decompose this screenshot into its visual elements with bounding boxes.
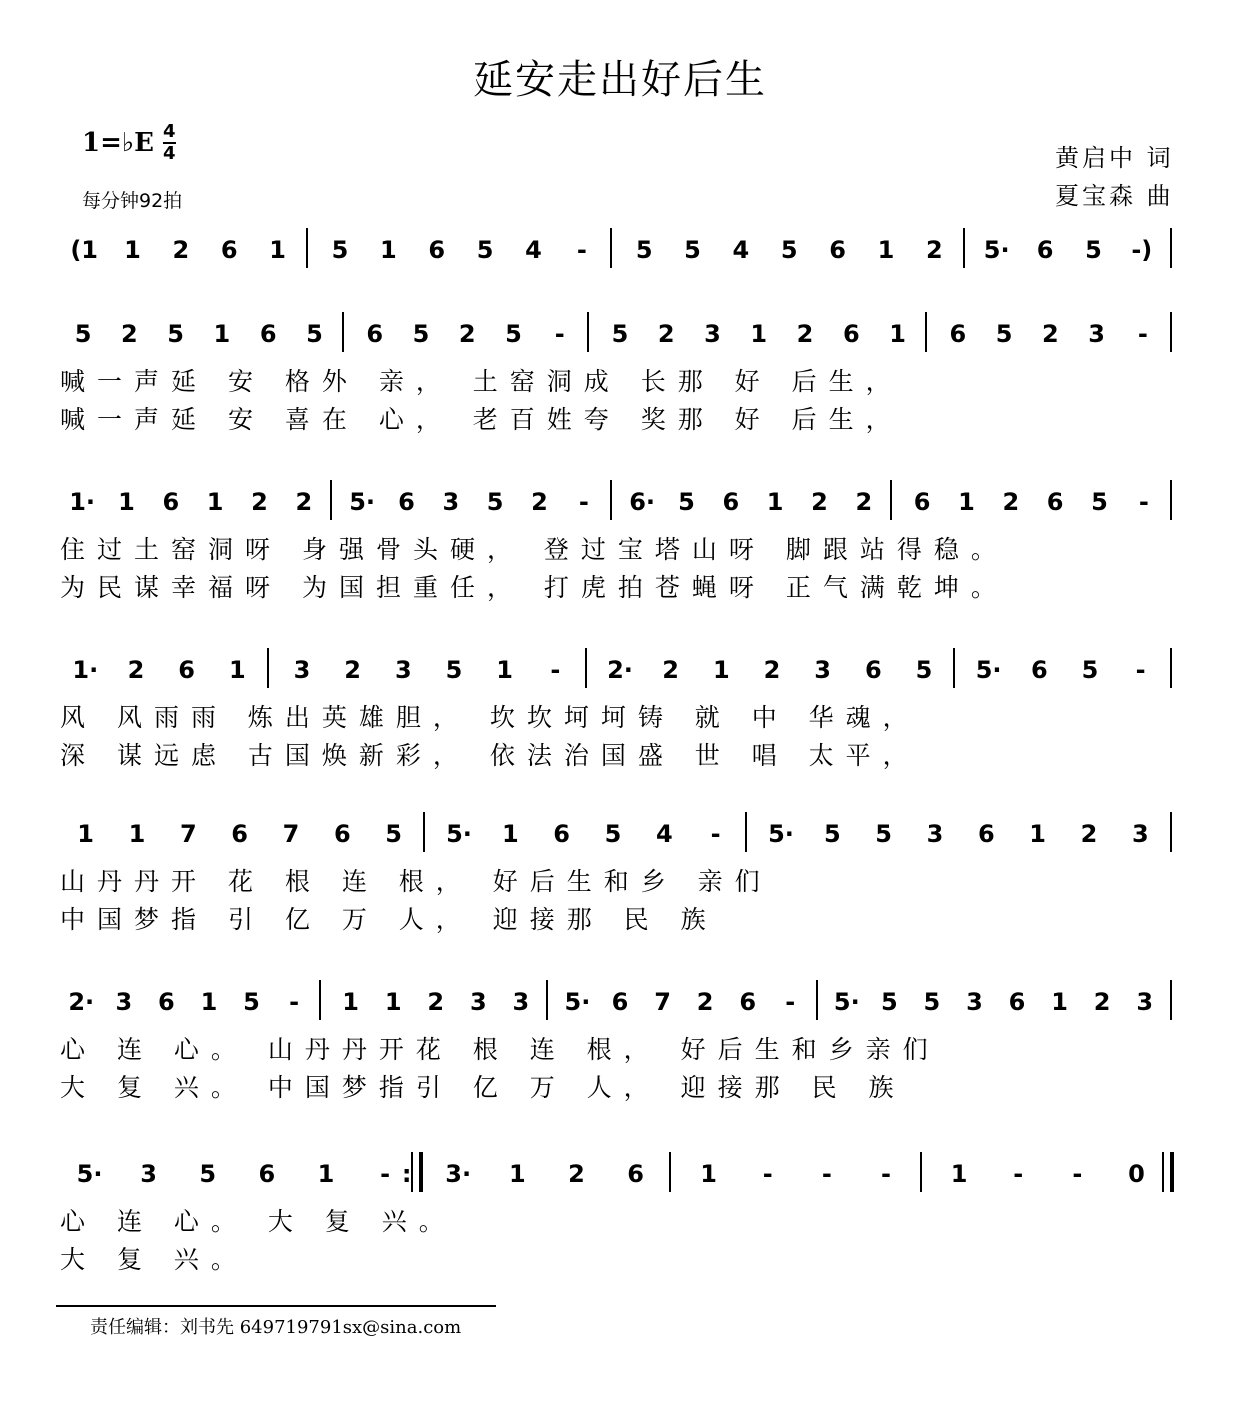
note: 2 xyxy=(696,988,714,1016)
barline xyxy=(1170,228,1172,268)
lyric-line xyxy=(60,400,1195,440)
note: 1 xyxy=(1029,820,1046,848)
note: 3 xyxy=(966,988,983,1016)
note: 2 xyxy=(172,236,190,264)
note: 4 xyxy=(525,236,542,264)
note: 2 xyxy=(855,488,873,516)
notation-row xyxy=(60,228,1195,268)
barline xyxy=(1170,480,1172,520)
note: 6 xyxy=(627,1160,644,1188)
note: 1· xyxy=(72,656,99,684)
note: 5 xyxy=(1085,236,1102,264)
note: - xyxy=(576,236,587,264)
note: 2 xyxy=(251,488,268,516)
note: 3 xyxy=(1088,320,1105,348)
barline xyxy=(546,980,548,1020)
note: 1· xyxy=(69,488,96,516)
note: 6 xyxy=(739,988,757,1016)
note: 3 xyxy=(1131,820,1149,848)
note: 6 xyxy=(977,820,995,848)
note: 1 xyxy=(501,820,519,848)
note: 5 xyxy=(995,320,1013,348)
lyric-line xyxy=(60,568,1195,608)
lyric-text: 山丹丹开 花 根 连 根， 好后生和乡 亲们 xyxy=(60,867,772,896)
barline xyxy=(342,312,344,352)
note: 6 xyxy=(220,236,238,264)
note: 5 xyxy=(1081,656,1099,684)
footer-divider xyxy=(56,1305,496,1307)
barline xyxy=(920,1152,922,1192)
note: 3 xyxy=(1136,988,1154,1016)
note: 3· xyxy=(445,1160,472,1188)
song-title: 延安走出好后生 xyxy=(473,57,767,103)
notation-row xyxy=(60,648,1195,688)
note: 1 xyxy=(269,236,286,264)
note: 5 xyxy=(74,320,92,348)
note: 5 xyxy=(306,320,323,348)
note: 1 xyxy=(77,820,94,848)
lyric-line xyxy=(60,530,1195,570)
note: 6 xyxy=(722,488,740,516)
note: - xyxy=(1138,488,1149,516)
note: 2 xyxy=(811,488,828,516)
note: 5 xyxy=(476,236,494,264)
barline xyxy=(1170,648,1172,688)
note: - xyxy=(785,988,796,1016)
note: 2 xyxy=(657,320,675,348)
note: 5· xyxy=(76,1160,103,1188)
note: 1 xyxy=(206,488,224,516)
note: 5 xyxy=(780,236,798,264)
note: 1 xyxy=(200,988,218,1016)
note: 3 xyxy=(469,988,487,1016)
note: 2 xyxy=(121,320,138,348)
lyric-text: 风 风雨雨 炼出英雄胆， 坎坎坷坷铸 就 中 华魂， xyxy=(60,703,920,732)
lyric-line xyxy=(60,698,1195,738)
note: - xyxy=(710,820,721,848)
note: 6 xyxy=(1036,236,1054,264)
time-signature-bottom: 4 xyxy=(163,143,176,164)
lyric-line xyxy=(60,1240,1195,1280)
note: 6 xyxy=(162,488,180,516)
note: - xyxy=(821,1160,832,1188)
note: - xyxy=(289,988,300,1016)
note: 1 xyxy=(766,488,784,516)
note: 2 xyxy=(926,236,943,264)
note: 6 xyxy=(1008,988,1026,1016)
note: - xyxy=(1013,1160,1024,1188)
note: 3 xyxy=(704,320,721,348)
barline xyxy=(319,980,321,1020)
note: 5 xyxy=(505,320,522,348)
note: 1 xyxy=(877,236,895,264)
note: 6 xyxy=(842,320,860,348)
lyric-text: 心 连 心。 大 复 兴。 xyxy=(60,1207,456,1236)
note: 2 xyxy=(458,320,476,348)
note: 5 xyxy=(678,488,695,516)
note: 6 xyxy=(913,488,931,516)
note: 6 xyxy=(178,656,195,684)
note: - xyxy=(881,1160,891,1188)
note: 6 xyxy=(158,988,175,1016)
barline xyxy=(1170,312,1172,352)
note: 5· xyxy=(564,988,591,1016)
barline xyxy=(610,480,612,520)
note: 1 xyxy=(1051,988,1068,1016)
barline xyxy=(330,480,332,520)
lyric-text: 深 谋远虑 古国焕新彩， 依法治国盛 世 唱 太平， xyxy=(60,741,920,770)
note: 7 xyxy=(282,820,300,848)
barline xyxy=(890,480,892,520)
note: 4 xyxy=(655,820,673,848)
note: 3 xyxy=(293,656,311,684)
note: - xyxy=(762,1160,773,1188)
note: 2 xyxy=(531,488,548,516)
barline xyxy=(587,312,589,352)
note: 5 xyxy=(167,320,184,348)
note: 5 xyxy=(604,820,622,848)
barline xyxy=(306,228,308,268)
barline xyxy=(925,312,927,352)
note: 5 xyxy=(823,820,841,848)
note: 1 xyxy=(712,656,730,684)
note: 5 xyxy=(915,656,933,684)
note: 6· xyxy=(629,488,656,516)
note: 2 xyxy=(295,488,313,516)
note: 2· xyxy=(68,988,95,1016)
tempo-marking: 每分钟92拍 xyxy=(82,190,183,212)
note: 5 xyxy=(412,320,430,348)
note: 2 xyxy=(1080,820,1098,848)
lyric-text: 住过土窑洞呀 身强骨头硬， 登过宝塔山呀 脚跟站得稳。 xyxy=(60,535,1008,564)
note: - xyxy=(380,1160,391,1188)
time-signature-top: 4 xyxy=(163,121,176,142)
note: 5 xyxy=(684,236,701,264)
note: 6 xyxy=(553,820,570,848)
note: 2 xyxy=(1041,320,1059,348)
note: 6 xyxy=(829,236,846,264)
footer-editor: 责任编辑：刘书先 649719791sx@sina.com xyxy=(90,1317,462,1338)
note: 5· xyxy=(446,820,472,848)
note: 1 xyxy=(384,988,402,1016)
lyric-text: 喊一声延 安 喜在 心， 老百姓夸 奖那 好 后生， xyxy=(60,405,903,434)
note: 6 xyxy=(864,656,882,684)
time-signature xyxy=(163,122,176,164)
lyric-text: 喊一声延 安 格外 亲， 土窑洞成 长那 好 后生， xyxy=(60,367,903,396)
notation-row xyxy=(60,980,1195,1020)
barline xyxy=(816,980,818,1020)
lyric-line xyxy=(60,736,1195,776)
note: - xyxy=(578,488,589,516)
note: 5 xyxy=(635,236,653,264)
note: 5 xyxy=(875,820,892,848)
note: 3 xyxy=(814,656,831,684)
note: 2 xyxy=(1093,988,1111,1016)
note: 5 xyxy=(199,1160,217,1188)
note: 1 xyxy=(118,488,135,516)
barline xyxy=(610,228,612,268)
note: 2 xyxy=(127,656,145,684)
note: 1 xyxy=(958,488,975,516)
note: 2· xyxy=(607,656,633,684)
composer-credit: 夏宝森 曲 xyxy=(1055,182,1174,210)
lyric-text: 大 复 兴。 中国梦指引 亿 万 人， 迎接那 民 族 xyxy=(60,1073,906,1102)
note: - xyxy=(554,320,565,348)
note: 6 xyxy=(366,320,384,348)
note: 6 xyxy=(258,1160,276,1188)
note: 1 xyxy=(342,988,359,1016)
note: 5· xyxy=(833,988,860,1016)
note: 1 xyxy=(124,236,141,264)
note: 6 xyxy=(1046,488,1064,516)
note: 2 xyxy=(796,320,814,348)
note: 1 xyxy=(508,1160,526,1188)
note: 0 xyxy=(1128,1160,1145,1188)
note: 6 xyxy=(333,820,351,848)
barline xyxy=(669,1152,671,1192)
note: 7 xyxy=(654,988,671,1016)
note: 3 xyxy=(394,656,412,684)
note: 6 xyxy=(1030,656,1048,684)
note: 5 xyxy=(881,988,898,1016)
note: - xyxy=(1135,656,1146,684)
note: 6 xyxy=(398,488,415,516)
barline xyxy=(963,228,965,268)
note: 5· xyxy=(768,820,794,848)
note: 5· xyxy=(983,236,1010,264)
note: 2 xyxy=(344,656,361,684)
note: 5 xyxy=(486,488,504,516)
note: 5· xyxy=(975,656,1002,684)
note: 1 xyxy=(750,320,768,348)
repeat-sign: : xyxy=(401,1160,412,1188)
barline xyxy=(1170,1152,1174,1192)
note: 1 xyxy=(889,320,906,348)
note: 3 xyxy=(512,988,530,1016)
note: 6 xyxy=(428,236,446,264)
note: - xyxy=(550,656,561,684)
lyric-line xyxy=(60,362,1195,402)
note: 1 xyxy=(228,656,246,684)
lyric-line xyxy=(60,900,1195,940)
notation-row xyxy=(60,480,1195,520)
note: 5 xyxy=(923,988,941,1016)
note: 1 xyxy=(950,1160,968,1188)
note: 5 xyxy=(1091,488,1108,516)
note: 5 xyxy=(385,820,402,848)
note: 5· xyxy=(349,488,376,516)
barline xyxy=(1170,980,1172,1020)
note: 6 xyxy=(259,320,277,348)
lyric-line xyxy=(60,1202,1195,1242)
lyric-text: 中国梦指 引 亿 万 人， 迎接那 民 族 xyxy=(60,905,718,934)
note: 3 xyxy=(442,488,460,516)
note: 1 xyxy=(317,1160,335,1188)
note: 2 xyxy=(1002,488,1020,516)
note: 7 xyxy=(179,820,197,848)
note: 2 xyxy=(427,988,445,1016)
barline xyxy=(953,648,955,688)
lyric-line xyxy=(60,862,1195,902)
lyric-text: 心 连 心。 山丹丹开花 根 连 根， 好后生和乡亲们 xyxy=(60,1035,940,1064)
note: 1 xyxy=(128,820,146,848)
barline xyxy=(423,812,425,852)
note: 1 xyxy=(380,236,397,264)
barline xyxy=(1170,812,1172,852)
note: 6 xyxy=(231,820,248,848)
note: 6 xyxy=(949,320,967,348)
barline xyxy=(745,812,747,852)
notation-row xyxy=(60,812,1195,852)
notation-row xyxy=(60,1152,1195,1192)
barline xyxy=(1162,1152,1164,1192)
note: 3 xyxy=(115,988,133,1016)
note: - xyxy=(1072,1160,1083,1188)
note: 2 xyxy=(662,656,679,684)
lyric-text: 大 复 兴。 xyxy=(60,1245,248,1274)
note: - xyxy=(1137,320,1148,348)
notation-row xyxy=(60,312,1195,352)
lyric-line xyxy=(60,1030,1195,1070)
note: 6 xyxy=(611,988,629,1016)
note: 1 xyxy=(496,656,513,684)
note: 5 xyxy=(445,656,463,684)
lyric-line xyxy=(60,1068,1195,1108)
barline xyxy=(267,648,269,688)
note: 2 xyxy=(568,1160,585,1188)
note: (1 xyxy=(70,236,98,264)
note: 3 xyxy=(140,1160,157,1188)
note: 5 xyxy=(331,236,349,264)
key-signature: 1=♭E xyxy=(82,128,154,158)
note: 5 xyxy=(243,988,260,1016)
lyric-text: 为民谋幸福呀 为国担重任， 打虎拍苍蝇呀 正气满乾坤。 xyxy=(60,573,1008,602)
note: 4 xyxy=(732,236,750,264)
note: 1 xyxy=(700,1160,717,1188)
note: -) xyxy=(1131,236,1153,264)
note: 2 xyxy=(763,656,781,684)
note: 1 xyxy=(213,320,231,348)
note: 5 xyxy=(611,320,629,348)
lyricist-credit: 黄启中 词 xyxy=(1055,144,1174,172)
note: 3 xyxy=(926,820,944,848)
barline xyxy=(585,648,587,688)
